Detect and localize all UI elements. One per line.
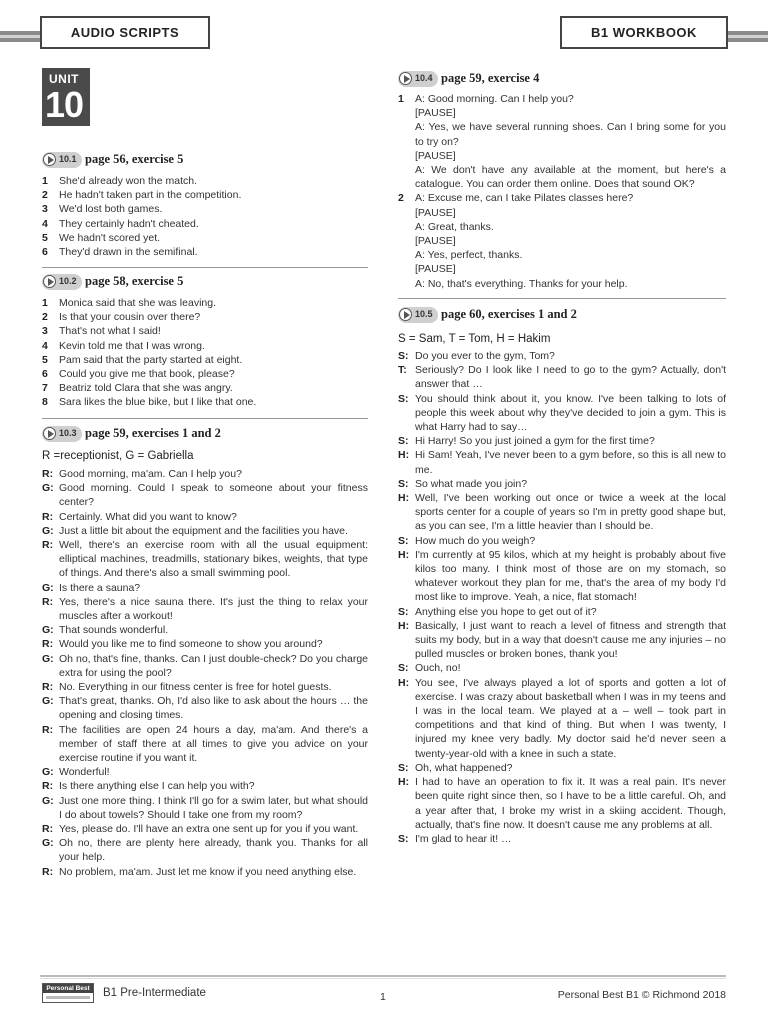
line-marker: 1 [398,93,404,105]
line-text: A: Yes, perfect, thanks. [415,249,523,262]
script-line [398,491,726,534]
line-marker: S: [398,392,409,405]
header-left-title: AUDIO SCRIPTS [40,16,210,49]
line-text: That sounds wonderful. [59,624,169,637]
script-line [42,481,368,509]
script-line [398,676,726,761]
line-marker: R: [42,723,54,736]
line-marker: H: [398,548,410,561]
script-line [398,534,726,548]
script-line [398,349,726,363]
line-marker: H: [398,492,410,505]
line-text: [PAUSE] [415,107,456,120]
line-text: No problem, ma'am. Just let me know if you need anything else. [59,865,357,878]
line-marker: R: [42,638,54,651]
line-marker: S: [398,534,409,547]
script-line [42,381,368,395]
line-marker: 6 [42,246,48,259]
line-text: Basically, I just want to reach a level of fitness and strength that suits my body, but in a way that doesn't cause me any injuries – no pulled muscles or broken bones, thank you! [415,619,726,661]
line-text: [PAUSE] [415,263,456,276]
line-marker: 2 [42,189,48,202]
footer-copyright: Personal Best B1 © Richmond 2018 [557,989,726,1001]
script-lines-10-2 [42,296,368,410]
script-line [42,836,368,864]
script-line [42,623,368,637]
line-text: Pam said that the party started at eight. [59,353,243,366]
line-marker [398,248,415,262]
play-audio-icon[interactable]: 10.4 [398,71,438,87]
script-line [42,779,368,793]
line-text: Sara likes the blue bike, but I like that one. [59,396,257,409]
section-title: page 56, exercise 5 [85,152,184,166]
script-line [42,822,368,836]
line-marker: 3 [42,203,48,216]
line-text: She'd already won the match. [59,175,198,187]
line-marker: G: [42,524,54,537]
line-text: Oh no, there are plenty here already, thank you. Thanks for all your help. [59,837,368,864]
line-marker: 2 [398,192,404,205]
script-line [42,595,368,623]
line-marker: 7 [42,382,48,395]
line-marker: H: [398,776,410,789]
script-line [398,248,726,262]
line-text: Beatriz told Clara that she was angry. [59,382,233,395]
line-marker: 3 [42,325,48,338]
header-bar-left [0,31,42,42]
line-text: [PAUSE] [415,149,456,162]
script-line [42,510,368,524]
line-marker: S: [398,605,409,618]
script-line [398,448,726,476]
footer-level: B1 Pre-Intermediate [103,987,206,999]
line-text: A: Good morning. Can I help you? [415,93,574,105]
line-text: Could you give me that book, please? [59,368,235,381]
line-text: [PAUSE] [415,235,456,248]
play-audio-icon[interactable]: 10.1 [42,152,82,168]
script-line [42,296,368,310]
unit-label: UNIT [49,72,79,86]
line-text: [PAUSE] [415,206,456,219]
page-number: 1 [380,991,386,1003]
line-marker [398,120,415,148]
line-text: Certainly. What did you want to know? [59,510,237,523]
line-text: Is there a sauna? [59,581,141,594]
unit-badge [42,68,90,126]
line-text: A: We don't have any available at the moment, but here's a catalogue. You can order them online. Does that sound OK? [415,164,726,191]
line-text: Well, I've been working out once or twice a week at the local sports center for a couple of years so I'm in pretty good shape but, as you can see, I'm a little heavier than I should be. [415,492,726,533]
line-marker: S: [398,477,409,490]
line-marker: R: [42,823,54,836]
line-text: Do you ever to the gym, Tom? [415,350,555,362]
line-text: Wonderful! [59,766,110,779]
line-text: Seriously? Do I look like I need to go to the gym? Actually, don't answer that … [415,364,726,391]
script-line [42,680,368,694]
line-marker: G: [42,695,54,708]
line-marker: R: [42,510,54,523]
script-line [42,723,368,766]
script-line [42,217,368,231]
script-line [42,395,368,409]
script-line [398,191,726,205]
line-text: Monica said that she was leaving. [59,297,217,309]
play-audio-icon[interactable]: 10.2 [42,274,82,290]
line-text: Good morning, ma'am. Can I help you? [59,468,242,480]
line-text: Hi Sam! Yeah, I've never been to a gym before, so this is all new to me. [415,449,726,476]
line-marker: 8 [42,396,48,409]
line-marker: G: [42,482,54,495]
line-text: They'd drawn in the semifinal. [59,246,198,259]
script-line [42,694,368,722]
line-text: He hadn't taken part in the competition. [59,189,242,202]
line-text: We'd lost both games. [59,203,163,216]
line-text: Is there anything else I can help you with? [59,780,255,793]
script-lines-10-1 [42,174,368,259]
line-marker: S: [398,832,409,845]
script-line [42,339,368,353]
line-text: A: Excuse me, can I take Pilates classes here? [415,192,634,205]
line-text: So what made you join? [415,477,528,490]
script-line [42,231,368,245]
line-marker: T: [398,364,407,377]
line-text: That's not what I said! [59,325,161,338]
line-marker: S: [398,435,409,448]
script-lines-10-3 [42,467,368,879]
script-line [398,106,726,120]
header-bar-right [724,31,768,42]
script-line [398,120,726,148]
line-marker [398,106,415,120]
line-text: That's great, thanks. Oh, I'd also like to ask about the hours … the opening and closing times. [59,695,368,722]
line-marker: G: [42,652,54,665]
script-lines-10-5 [398,349,726,846]
line-marker [398,277,415,291]
line-text: Oh, what happened? [415,761,513,774]
script-line [398,477,726,491]
script-line [398,775,726,832]
unit-number: 10 [45,84,84,125]
script-line [398,661,726,675]
line-marker: R: [42,539,54,552]
script-line [398,206,726,220]
script-line [42,367,368,381]
line-marker: G: [42,624,54,637]
line-text: They certainly hadn't cheated. [59,217,199,230]
line-text: Good morning. Could I speak to someone about your fitness center? [59,482,368,509]
line-text: The facilities are open 24 hours a day, ma'am. And there's a member of staff there at all times to give you advice on your exercise routine if you want it. [59,723,368,765]
script-line [42,524,368,538]
line-marker: R: [42,780,54,793]
script-line [398,277,726,291]
script-line [398,761,726,775]
script-line [398,548,726,605]
script-line [42,174,368,188]
line-marker: 1 [42,175,48,187]
line-marker [398,234,415,248]
script-line [42,467,368,481]
line-marker: R: [42,681,54,694]
line-text: Well, there's an exercise room with all the usual equipment: elliptical machines, treadmills, stationary bikes, weights, that type of things. And there's also a small swimming pool. [59,539,368,580]
line-marker [398,220,415,234]
play-audio-icon[interactable]: 10.5 [398,307,438,323]
line-text: A: No, that's everything. Thanks for your help. [415,277,628,290]
script-line [398,163,726,191]
line-marker [398,149,415,163]
line-text: I had to have an operation to fix it. It was a real pain. It's never been quite right since then, so I have to be a little careful. Oh, and a year after that, I broke my wrist in a skiing accident. Though, actually, that's fine now. It doesn't cause me any problems at all. [415,776,726,831]
script-line [398,92,726,106]
script-line [42,538,368,581]
script-line [398,392,726,435]
script-line [398,434,726,448]
script-line [42,794,368,822]
line-marker: R: [42,468,54,480]
line-text: Yes, there's a nice sauna there. It's just the thing to relax your muscles after a workout! [59,595,368,623]
line-marker: 2 [42,311,48,324]
line-marker [398,262,415,276]
line-marker: R: [42,865,54,878]
line-text: Kevin told me that I was wrong. [59,339,205,352]
divider [42,418,368,419]
line-marker: G: [42,581,54,594]
script-line [398,605,726,619]
line-marker: 4 [42,339,48,352]
line-text: Is that your cousin over there? [59,311,201,324]
line-marker: 6 [42,368,48,381]
line-text: Just a little bit about the equipment and the facilities you have. [59,524,348,537]
script-line [42,202,368,216]
line-marker: 1 [42,297,48,309]
section-title: page 60, exercises 1 and 2 [441,307,577,321]
line-text: Just one more thing. I think I'll go for a swim later, but what should I do about towels? Should I take one from my room? [59,794,368,821]
line-marker [398,163,415,191]
section-title: page 59, exercise 4 [441,71,540,85]
speaker-legend: S = Sam, T = Tom, H = Hakim [398,333,551,345]
script-line [42,310,368,324]
footer-rule [40,975,726,977]
line-marker: 5 [42,353,48,366]
script-line [398,832,726,846]
line-text: I'm glad to hear it! … [415,832,512,845]
line-text: A: Yes, we have several running shoes. Can I bring some for you to try on? [415,121,726,148]
script-line [42,324,368,338]
line-marker: S: [398,350,409,362]
line-text: Would you like me to find someone to show you around? [59,638,323,651]
line-text: I'm currently at 95 kilos, which at my height is probably about five kilos too many. I think most of those are on my stomach, so whatever workout they plan for me, that's the area of my body I'd most like to improve. Yeah, a nice, flat stomach! [415,548,726,604]
line-text: Hi Harry! So you just joined a gym for the first time? [415,435,655,448]
script-line [42,581,368,595]
section-heading-10-4 [398,70,768,88]
line-marker: G: [42,766,54,779]
line-marker: G: [42,794,54,807]
script-line [42,865,368,879]
line-text: Oh no, that's fine, thanks. Can I just double-check? Do you charge extra for using the pool? [59,652,368,679]
header-right-title: B1 WORKBOOK [560,16,728,49]
personal-best-logo: Personal Best [42,983,94,1003]
section-heading-10-5 [398,306,768,324]
script-line [42,188,368,202]
speaker-legend: R =receptionist, G = Gabriella [42,450,194,462]
line-text: Yes, please do. I'll have an extra one sent up for you if you want. [59,823,359,836]
script-line [398,220,726,234]
script-lines-10-4 [398,92,726,291]
line-text: You see, I've always played a lot of sports and gotten a lot of exercise. I was crazy about basketball when I was in my teens and I was in the local team. We played at a – well – took part in competitions and that kind of thing. But when I was twenty, I injured my knee very badly. My doctor said he'd never seen a twenty-year-old with a knee in such a state. [415,676,726,760]
line-marker: 5 [42,231,48,244]
section-title: page 58, exercise 5 [85,274,184,288]
divider [398,298,726,299]
line-marker: G: [42,837,54,850]
line-marker: H: [398,619,410,632]
script-line [42,637,368,651]
script-line [42,353,368,367]
script-line [398,363,726,391]
line-marker: S: [398,761,409,774]
line-text: A: Great, thanks. [415,220,494,233]
line-text: No. Everything in our fitness center is free for hotel guests. [59,681,332,694]
line-text: We hadn't scored yet. [59,231,161,244]
script-line [398,234,726,248]
script-line [398,619,726,662]
line-marker: R: [42,595,54,608]
line-marker [398,206,415,220]
play-audio-icon[interactable]: 10.3 [42,426,82,442]
script-line [42,652,368,680]
script-line [398,149,726,163]
line-marker: 4 [42,217,48,230]
line-marker: H: [398,449,410,462]
script-line [398,262,726,276]
line-text: How much do you weigh? [415,534,536,547]
line-text: Ouch, no! [415,662,461,675]
script-line [42,245,368,259]
section-title: page 59, exercises 1 and 2 [85,426,221,440]
line-marker: H: [398,676,410,689]
line-text: You should think about it, you know. I've been talking to lots of people this week about why they've decided to join a gym. This is what Harry had to say… [415,392,726,434]
script-line [42,765,368,779]
line-marker: S: [398,662,409,675]
divider [42,267,368,268]
line-text: Anything else you hope to get out of it? [415,605,597,618]
